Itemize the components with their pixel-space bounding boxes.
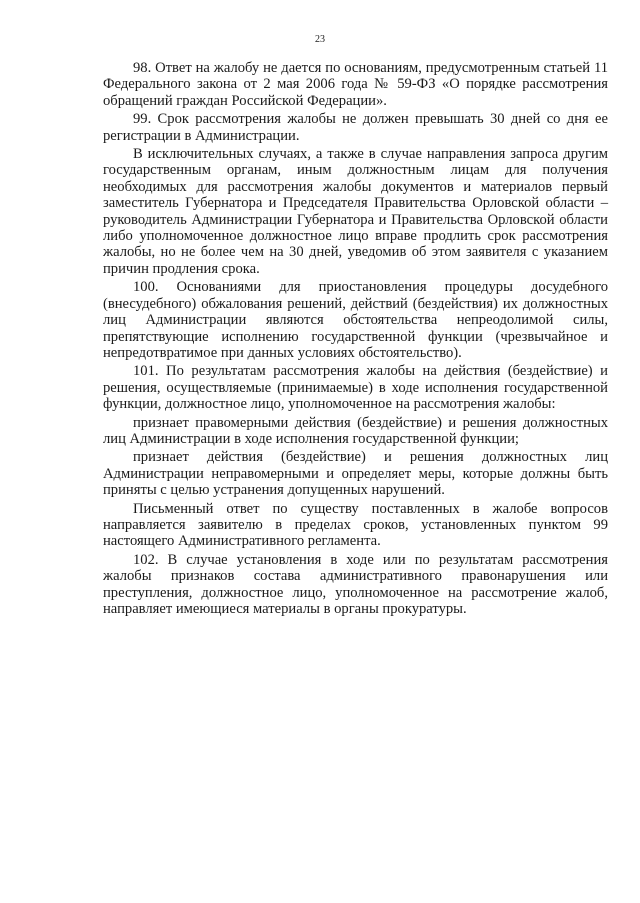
paragraph-written-response: Письменный ответ по существу поставленных в жалобе вопросов направляется заявителю в пределах сроков, установленных пунктом 99 настоящего Административного регламента. [103, 500, 608, 550]
paragraph-101-lawful: признает правомерными действия (бездействие) и решения должностных лиц Администрации в ходе исполнения государственной функции; [103, 414, 608, 447]
paragraph-102: 102. В случае установления в ходе или по результатам рассмотрения жалобы признаков состава административного правонарушения или преступления, должностное лицо, уполномоченное на рассмотрение жалоб, направляет имеющиеся материалы в органы прокуратуры. [103, 551, 608, 617]
paragraph-99: 99. Срок рассмотрения жалобы не должен превышать 30 дней со дня ее регистрации в Администрации. [103, 111, 608, 144]
document-body [103, 60, 608, 619]
paragraph-101-unlawful: признает действия (бездействие) и решения должностных лиц Администрации неправомерными и определяет меры, которые должны быть приняты с целью устранения допущенных нарушений. [103, 449, 608, 499]
paragraph-98: 98. Ответ на жалобу не дается по основаниям, предусмотренным статьей 11 Федерального закона от 2 мая 2006 года № 59-ФЗ «О порядке рассмотрения обращений граждан Российской Федерации». [103, 60, 608, 109]
paragraph-101: 101. По результатам рассмотрения жалобы на действия (бездействие) и решения, осуществляемые (принимаемые) в ходе исполнения государственной функции, должностное лицо, уполномоченное на рассмотрения жалобы: [103, 363, 608, 413]
paragraph-99-extension: В исключительных случаях, а также в случае направления запроса другим государственным органам, иным должностным лицам для получения необходимых для рассмотрения жалобы документов и материалов первый заместитель Губернатора и Председателя Правительства Орловской области – руководитель Администрации Губернатора и Правительства Орловской области либо уполномоченное должностное лицо вправе продлить срок рассмотрения жалобы, но не более чем на 30 дней, уведомив об этом заявителя с указанием причин продления срока. [103, 146, 608, 277]
page-number: 23 [315, 34, 325, 45]
paragraph-100: 100. Основаниями для приостановления процедуры досудебного (внесудебного) обжалования решений, действий (бездействия) их должностных лиц Администрации являются обстоятельства непреодолимой силы, препятствующие исполнению государственной функции (чрезвычайное и непредотвратимое при данных условиях обстоятельство). [103, 279, 608, 361]
